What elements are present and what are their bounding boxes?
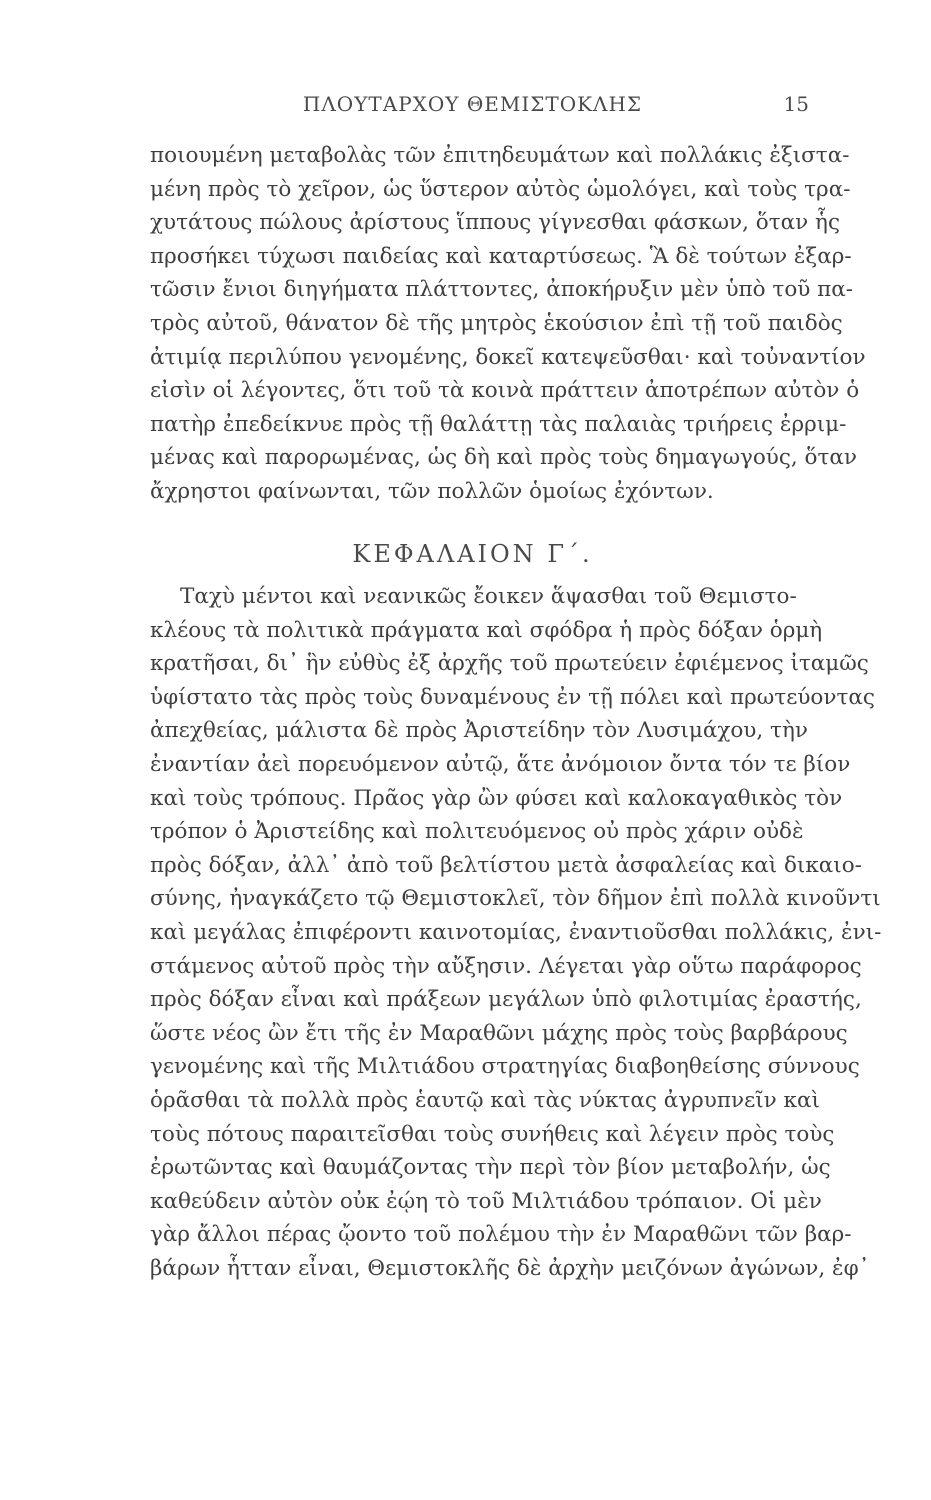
- text-line: σύνης, ἠναγκάζετο τῷ Θεμιστοκλεῖ, τὸν δῆμον ἐπὶ πολλὰ κινοῦντι: [150, 886, 881, 912]
- text-line: ἀπεχθείας, μάλιστα δὲ πρὸς Ἀριστείδην τὸν Λυσιμάχου, τὴν: [150, 718, 808, 744]
- text-line: εἰσὶν οἱ λέγοντες, ὅτι τοῦ τὰ κοινὰ πράττειν ἀποτρέπων αὐτὸν ὁ: [150, 378, 860, 404]
- text-line: βάρων ἧτταν εἶναι, Θεμιστοκλῆς δὲ ἀρχὴν μειζόνων ἀγώνων, ἐφ᾿: [150, 1255, 870, 1281]
- text-line: ἄχρηστοι φαίνωνται, τῶν πολλῶν ὁμοίως ἐχόντων.: [150, 478, 714, 504]
- running-head: [150, 92, 809, 122]
- text-line: πρὸς δόξαν εἶναι καὶ πράξεων μεγάλων ὑπὸ φιλοτιμίας ἐραστής,: [150, 987, 862, 1013]
- text-line: πατὴρ ἐπεδείκνυε πρὸς τῇ θαλάττῃ τὰς παλαιὰς τριήρεις ἐρριμ-: [150, 411, 847, 437]
- text-line: ὁρᾶσθαι τὰ πολλὰ πρὸς ἑαυτῷ καὶ τὰς νύκτας ἀγρυπνεῖν καὶ: [150, 1087, 820, 1113]
- text-line: γενομένης καὶ τῆς Μιλτιάδου στρατηγίας διαβοηθείσης σύννους: [150, 1054, 860, 1080]
- text-line: καὶ μεγάλας ἐπιφέροντι καινοτομίας, ἐναντιοῦσθαι πολλάκις, ἐνι-: [150, 919, 882, 945]
- text-line: πρὸς δόξαν, ἀλλ᾿ ἀπὸ τοῦ βελτίστου μετὰ ἀσφαλείας καὶ δικαιο-: [150, 852, 862, 878]
- text-line: ἐναντίαν ἀεὶ πορευόμενον αὐτῷ, ἅτε ἀνόμοιον ὄντα τόν τε βίον: [150, 751, 851, 777]
- paragraph-2: [150, 580, 882, 1285]
- text-line: μένη πρὸς τὸ χεῖρον, ὡς ὕστερον αὐτὸς ὡμολόγει, καὶ τοὺς τρα-: [150, 176, 851, 202]
- text-line: Ταχὺ μέντοι καὶ νεανικῶς ἔοικεν ἅψασθαι τοῦ Θεμιστο-: [180, 584, 797, 609]
- text-line: ἐρωτῶντας καὶ θαυμάζοντας τὴν περὶ τὸν βίον μεταβολήν, ὡς: [150, 1155, 831, 1181]
- text-line: ὥστε νέος ὢν ἔτι τῆς ἐν Μαραθῶνι μάχης πρὸς τοὺς βαρβάρους: [150, 1020, 848, 1046]
- text-line: στάμενος αὐτοῦ πρὸς τὴν αὔξησιν. Λέγεται γὰρ οὕτω παράφορος: [150, 953, 862, 979]
- chapter-heading: ΚΕΦΑΛΑΙΟΝ Γ΄.: [352, 540, 593, 568]
- text-line: κρατῆσαι, δι᾿ ἣν εὐθὺς ἐξ ἀρχῆς τοῦ πρωτεύειν ἐφιέμενος ἰταμῶς: [150, 651, 869, 677]
- text-line: τοὺς πότους παραιτεῖσθαι τοὺς συνήθεις καὶ λέγειν πρὸς τοὺς: [150, 1121, 835, 1147]
- page-number: 15: [783, 92, 809, 116]
- text-line: ἀτιμίᾳ περιλύπου γενομένης, δοκεῖ κατεψεῦσθαι· καὶ τοὐναντίον: [150, 344, 866, 370]
- text-line: τῶσιν ἔνιοι διηγήματα πλάττοντες, ἀποκήρυξιν μὲν ὑπὸ τοῦ πα-: [150, 277, 854, 303]
- text-line: μένας καὶ παρορωμένας, ὡς δὴ καὶ πρὸς τοὺς δημαγωγούς, ὅταν: [150, 445, 857, 471]
- text-line: κλέους τὰ πολιτικὰ πράγματα καὶ σφόδρα ἡ πρὸς δόξαν ὁρμὴ: [150, 617, 823, 643]
- text-line: καὶ τοὺς τρόπους. Πρᾶος γὰρ ὢν φύσει καὶ καλοκαγαθικὸς τὸν: [150, 785, 843, 811]
- text-line: ὑφίστατο τὰς πρὸς τοὺς δυναμένους ἐν τῇ πόλει καὶ πρωτεύοντας: [150, 684, 875, 710]
- text-line: τρόπον ὁ Ἀριστείδης καὶ πολιτευόμενος οὐ πρὸς χάριν οὐδὲ: [150, 819, 804, 845]
- text-line: προσήκει τύχωσι παιδείας καὶ καταρτύσεως. Ἃ δὲ τούτων ἐξαρ-: [150, 243, 852, 269]
- running-title: ΠΛΟΥΤΑΡΧΟΥ ΘΕΜΙΣΤΟΚΛΗΣ: [302, 92, 643, 116]
- text-line: ποιουμένη μεταβολὰς τῶν ἐπιτηδευμάτων καὶ πολλάκις ἐξιστα-: [150, 143, 850, 168]
- text-line: χυτάτους πώλους ἀρίστους ἵππους γίγνεσθαι φάσκων, ὅταν ἧς: [150, 210, 840, 236]
- text-line: τρὸς αὐτοῦ, θάνατον δὲ τῆς μητρὸς ἑκούσιον ἐπὶ τῇ τοῦ παιδὸς: [150, 310, 843, 336]
- text-line: καθεύδειν αὐτὸν οὐκ ἐῴη τὸ τοῦ Μιλτιάδου τρόπαιον. Οἱ μὲν: [150, 1188, 822, 1214]
- paragraph-1: [150, 139, 866, 509]
- text-line: γὰρ ἄλλοι πέρας ᾤοντο τοῦ πολέμου τὴν ἐν Μαραθῶνι τῶν βαρ-: [150, 1222, 852, 1248]
